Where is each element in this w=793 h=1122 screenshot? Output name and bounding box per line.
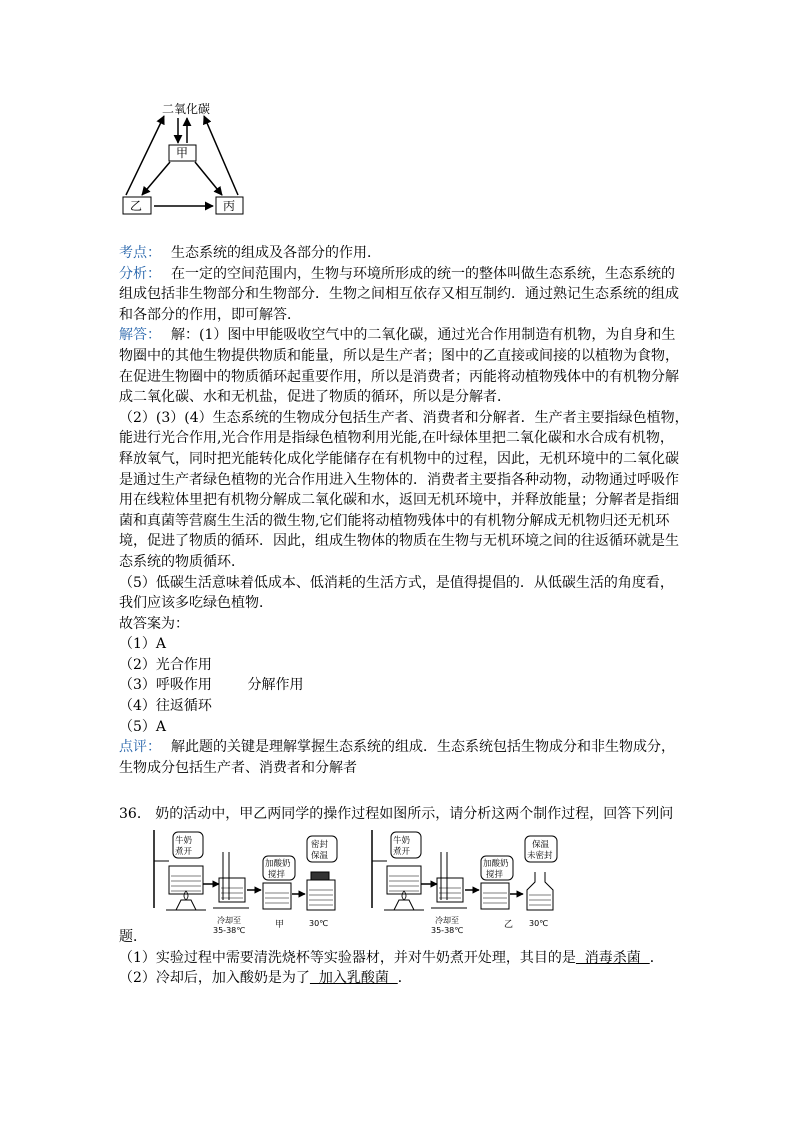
question-36-body: [119, 927, 679, 989]
procedure-cool-label: 35-38℃: [213, 926, 246, 935]
jieda-text-line: 菌和真菌等营腐生生活的微生物,它们能将动植物残体中的有机物分解成无机物归还无机环: [119, 512, 670, 529]
procedure-cool-label: 冷却至: [217, 916, 241, 925]
diagram-node-jia: 甲: [176, 146, 189, 160]
procedure-cool-label: 冷却至: [435, 916, 459, 925]
fenxi-text-line: 和各部分的作用，即可解答．: [119, 306, 301, 323]
procedure-group-label: 乙: [504, 920, 514, 930]
yogurt-procedure-diagram: [151, 828, 571, 942]
question-36-sub-1-text: （1）实验过程中需要清洗烧杯等实验器材，并对牛奶煮开处理，其目的是: [119, 949, 576, 966]
procedure-group-yi: [372, 830, 557, 935]
jieda-label: 解答：: [119, 327, 161, 344]
jieda-text-line: 解：(1）图中甲能吸收空气中的二氧化碳，通过光合作用制造有机物，为自身和生: [171, 327, 676, 344]
dianping-text-line: 生物成分包括生产者、消费者和分解者: [119, 759, 357, 776]
answer-item: （1）A: [119, 636, 167, 653]
dianping-text-line: 解此题的关键是理解掌握生态系统的组成．生态系统包括生物成分和非生物成分，: [171, 739, 675, 756]
jieda-text-line: 用在线粒体里把有机物分解成二氧化碳和水，返回无机环境中，并释放能量；分解者是指细: [119, 492, 679, 509]
jieda-line: [119, 325, 679, 346]
question-36-sub-2-end: ．: [397, 970, 412, 987]
fenxi-line: [119, 264, 679, 285]
jieda-text-line: 成二氧化碳、水和无机盐，促进了物质的循环，所以是分解者．: [119, 389, 511, 406]
answer-item: （4）往返循环: [119, 698, 212, 715]
jieda-text-line: 我们应该多吃绿色植物．: [119, 595, 273, 612]
diagram-co2-label: 二氧化碳: [162, 102, 211, 116]
procedure-group-jia: [154, 830, 337, 935]
procedure-temp-label: 30℃: [309, 919, 329, 928]
jieda-text-line: （5）低碳生活意味着低成本、低消耗的生活方式，是值得提倡的．从低碳生活的角度看，: [119, 574, 674, 591]
answer-intro: 故答案为：: [119, 615, 189, 632]
dianping-line: [119, 737, 679, 758]
jieda-text-line: 境，促进了物质的循环．因此，组成生物体的物质在生物与无机环境之间的往返循环就是生: [119, 533, 679, 550]
kaodian-text: 生态系统的组成及各部分的作用．: [171, 245, 381, 261]
procedure-boil-label: 煮开: [175, 847, 193, 857]
procedure-add-yogurt-label: 搅拌: [486, 870, 504, 880]
procedure-boil-label: 牛奶: [175, 836, 193, 846]
fenxi-label: 分析：: [119, 265, 161, 282]
procedure-add-yogurt-label: 搅拌: [268, 870, 286, 880]
arrow-bing-to-co2: [204, 116, 238, 195]
question-36-stem: [119, 804, 679, 825]
question-36-stem-line: 36． 奶的活动中，甲乙两同学的操作过程如图所示，请分析这两个制作过程，回答下列问: [119, 806, 674, 822]
procedure-add-yogurt-label: 加酸奶: [483, 859, 509, 869]
fenxi-text-line: 组成包括非生物部分和生物部分．生物之间相互依存又相互制约．通过熟记生态系统的组成: [119, 286, 679, 303]
arrow-yi-to-co2: [126, 116, 164, 195]
kaodian-label: 考点：: [119, 245, 161, 261]
kaodian-line: [119, 243, 679, 264]
question-36-sub-1-end: ．: [649, 949, 664, 966]
jieda-text-line: 是通过生产者绿色植物的光合作用进入生物体的．消费者主要指各种动物，动物通过呼吸作: [119, 471, 679, 488]
solution-block: [119, 243, 689, 778]
jieda-text-line: 释放氧气，同时把光能转化成化学能储存在有机物中的过程，因此，无机环境中的二氧化碳: [119, 450, 679, 467]
jieda-text-line: 物圈中的其他生物提供物质和能量，所以是生产者；图中的乙直接或间接的以植物为食物，: [119, 347, 679, 364]
question-36-sub-2: [119, 968, 679, 989]
answer-item: （2）光合作用: [119, 656, 212, 673]
question-36-sub-1-answer: 消毒杀菌: [575, 949, 650, 966]
diagram-node-yi: 乙: [130, 199, 143, 213]
procedure-seal-label: 保温: [532, 840, 550, 850]
procedure-boil-label: 煮开: [393, 847, 411, 857]
jieda-text-line: 态系统的物质循环．: [119, 553, 245, 570]
jieda-text-line: 在促进生物圈中的物质循环起重要作用，所以是消费者；丙能将动植物残体中的有机物分解: [119, 368, 679, 385]
procedure-seal-label: 密封: [311, 840, 329, 850]
carbon-cycle-diagram: [118, 100, 248, 218]
diagram-node-bing: 丙: [223, 199, 236, 213]
arrow-jia-to-bing: [195, 162, 222, 195]
fenxi-text-line: 在一定的空间范围内，生物与环境所形成的统一的整体叫做生态系统，生态系统的: [171, 265, 675, 282]
question-36-sub-1: [119, 948, 679, 969]
answer-item: （3）呼吸作用 分解作用: [119, 677, 304, 694]
procedure-temp-label: 30℃: [529, 919, 549, 928]
jieda-text-line: （2）(3）(4）生态系统的生物成分包括生产者、消费者和分解者．生产者主要指绿色植物，: [119, 409, 689, 426]
procedure-seal-label: 保温: [311, 851, 329, 861]
arrow-jia-to-yi: [142, 162, 170, 195]
question-36-sub-2-text: （2）冷却后，加入酸奶是为了: [119, 970, 310, 987]
question-36-sub-2-answer: 加入乳酸菌: [309, 970, 398, 987]
procedure-boil-label: 牛奶: [393, 836, 411, 846]
procedure-seal-label: 未密封: [527, 851, 553, 861]
procedure-cool-label: 35-38℃: [431, 926, 464, 935]
jieda-text-line: 能进行光合作用,光合作用是指绿色植物利用光能,在叶绿体里把二氧化碳和水合成有机物，: [119, 430, 674, 447]
procedure-add-yogurt-label: 加酸奶: [265, 859, 291, 869]
question-36-stem-tail: 题．: [119, 929, 147, 945]
procedure-group-label: 甲: [275, 920, 285, 930]
answer-item: （5）A: [119, 718, 167, 735]
dianping-label: 点评：: [119, 739, 161, 756]
